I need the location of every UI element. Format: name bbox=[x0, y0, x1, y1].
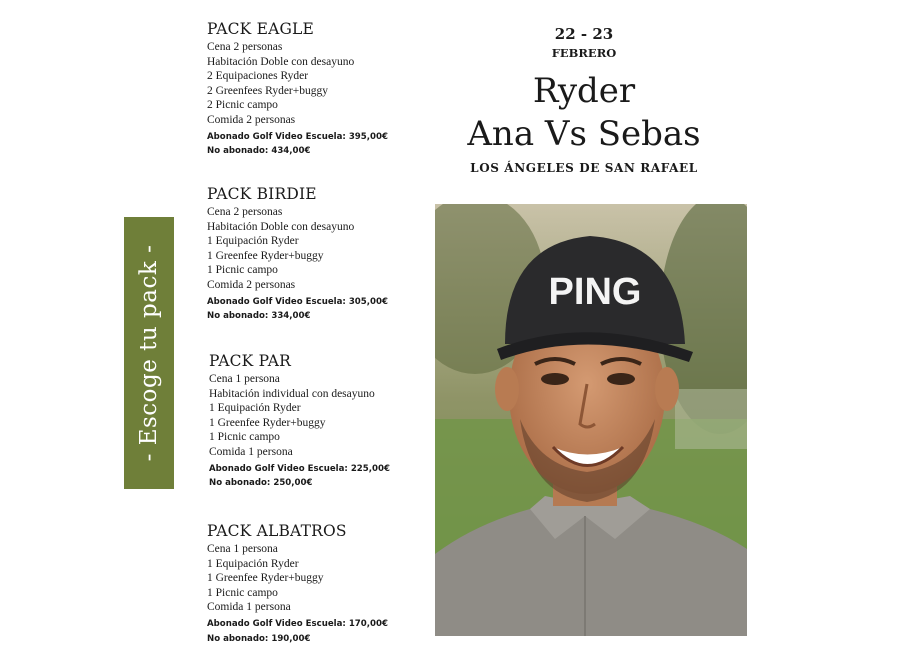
pack-title: PACK BIRDIE bbox=[207, 185, 317, 203]
pack-item: Comida 1 persona bbox=[209, 445, 293, 458]
price-nonmember: No abonado: 190,00€ bbox=[207, 633, 311, 644]
pack-par bbox=[209, 352, 434, 491]
price-nonmember: No abonado: 434,00€ bbox=[207, 146, 311, 157]
pack-item: Cena 1 persona bbox=[207, 543, 278, 555]
choose-pack-label: - Escoge tu pack - bbox=[136, 244, 162, 462]
pack-item: 1 Equipación Ryder bbox=[209, 402, 301, 415]
pack-item: 1 Picnic campo bbox=[207, 586, 278, 599]
price-nonmember: No abonado: 334,00€ bbox=[207, 311, 311, 322]
pack-item: Cena 1 persona bbox=[209, 373, 280, 385]
pack-item: 2 Greenfees Ryder+buggy bbox=[207, 84, 328, 97]
event-subtitle: Ana Vs Sebas bbox=[467, 114, 701, 154]
event-date: 22 - 23 bbox=[554, 25, 614, 43]
pack-item: 1 Equipación Ryder bbox=[207, 235, 299, 248]
pack-item: Habitación Doble con desayuno bbox=[207, 55, 355, 68]
golfer-photo bbox=[435, 204, 747, 636]
pack-eagle bbox=[207, 20, 432, 159]
price-member: Abonado Golf Video Escuela: 305,00€ bbox=[207, 296, 388, 307]
pack-item: Comida 2 personas bbox=[207, 278, 296, 291]
pack-title: PACK PAR bbox=[209, 352, 292, 370]
pack-title: PACK ALBATROS bbox=[207, 522, 347, 540]
price-member: Abonado Golf Video Escuela: 395,00€ bbox=[207, 131, 388, 142]
choose-pack-banner bbox=[124, 217, 174, 489]
pack-title: PACK EAGLE bbox=[207, 20, 315, 38]
pack-item: Cena 2 personas bbox=[207, 206, 283, 218]
pack-item: 1 Greenfee Ryder+buggy bbox=[209, 416, 326, 429]
pack-item: 2 Equipaciones Ryder bbox=[207, 70, 309, 83]
pack-item: Comida 2 personas bbox=[207, 113, 296, 126]
pack-item: 2 Picnic campo bbox=[207, 99, 278, 112]
event-venue: LOS ÁNGELES DE SAN RAFAEL bbox=[470, 161, 698, 175]
price-nonmember: No abonado: 250,00€ bbox=[209, 478, 313, 489]
price-member: Abonado Golf Video Escuela: 170,00€ bbox=[207, 618, 388, 629]
event-title: Ryder bbox=[532, 71, 636, 111]
golfer-portrait-illustration bbox=[435, 204, 747, 636]
pack-item: 1 Greenfee Ryder+buggy bbox=[207, 572, 324, 585]
pack-item: 1 Greenfee Ryder+buggy bbox=[207, 249, 324, 262]
pack-albatros bbox=[207, 522, 432, 646]
pack-item: 1 Picnic campo bbox=[207, 264, 278, 277]
pack-item: Habitación Doble con desayuno bbox=[207, 220, 355, 233]
pack-item: Comida 1 persona bbox=[207, 601, 291, 614]
event-month: FEBRERO bbox=[551, 46, 617, 60]
pack-item: 1 Picnic campo bbox=[209, 431, 280, 444]
pack-item: 1 Equipación Ryder bbox=[207, 557, 299, 570]
pack-birdie bbox=[207, 185, 432, 324]
pack-item: Cena 2 personas bbox=[207, 41, 283, 53]
price-member: Abonado Golf Video Escuela: 225,00€ bbox=[209, 463, 390, 474]
cap-logo: PING bbox=[548, 271, 642, 313]
pack-item: Habitación individual con desayuno bbox=[209, 387, 375, 400]
